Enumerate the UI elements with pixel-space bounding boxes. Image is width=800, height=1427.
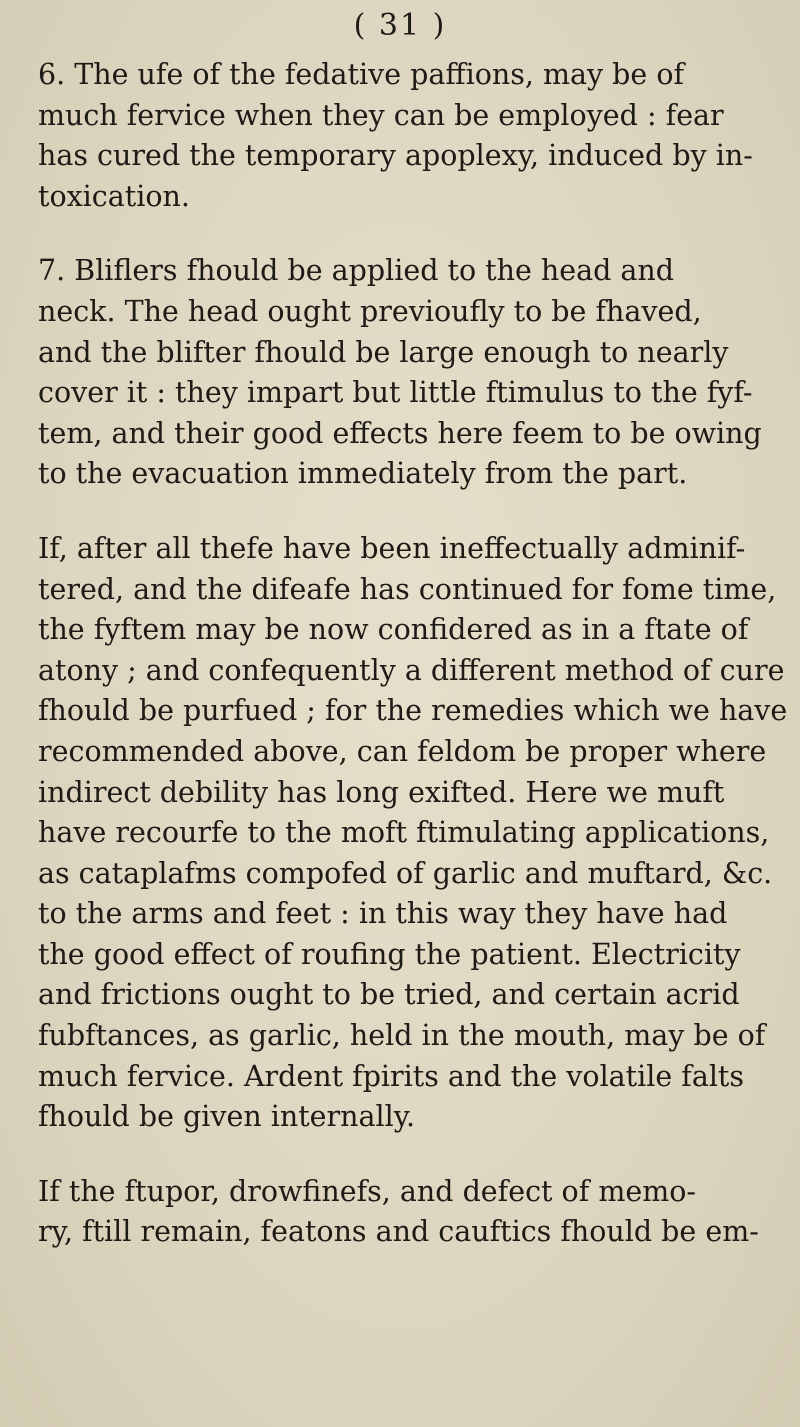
text-line: much fervice. Ardent fpirits and the volatile falts (38, 1059, 745, 1093)
text-line: to the evacuation immediately from the part. (38, 457, 688, 491)
paragraph-if-after (38, 529, 800, 1138)
text-line: 7. Bliflers fhould be applied to the head and (38, 254, 675, 288)
paragraph-if-stupor (38, 1172, 800, 1253)
paragraph-gap (38, 1138, 800, 1172)
text-line: recommended above, can feldom be proper where (38, 734, 767, 768)
text-line: has cured the temporary apoplexy, induced by in- (38, 139, 753, 173)
text-line: If, after all thefe have been ineffectually adminif- (38, 531, 746, 565)
text-line: tered, and the difeafe has continued for fome time, (38, 572, 777, 606)
text-line: neck. The head ought previoufly to be fhaved, (38, 294, 702, 328)
text-line: as cataplafms compofed of garlic and muftard, &c. (38, 856, 773, 890)
paragraph-6 (38, 55, 800, 217)
text-line: the good effect of roufing the patient. Electricity (38, 937, 741, 971)
text-line: fhould be purfued ; for the remedies which we have (38, 694, 788, 728)
text-line: the fyftem may be now confidered as in a ftate of (38, 613, 749, 647)
text-line: fhould be given internally. (38, 1100, 416, 1134)
paragraph-gap (38, 217, 800, 251)
text-line: to the arms and feet : in this way they have had (38, 897, 728, 931)
text-line: ry, ftill remain, featons and cauftics fhould be em- (38, 1215, 759, 1249)
text-line: fubftances, as garlic, held in the mouth, may be of (38, 1019, 766, 1053)
page-number: ( 31 ) (353, 8, 447, 43)
text-line: and the blifter fhould be large enough to nearly (38, 335, 729, 369)
text-line: tem, and their good effects here feem to be owing (38, 416, 762, 450)
text-line: have recourfe to the moft ftimulating applications, (38, 816, 770, 850)
text-line: and frictions ought to be tried, and certain acrid (38, 978, 740, 1012)
text-line: 6. The ufe of the fedative paffions, may be of (38, 58, 685, 91)
paragraph-7 (38, 251, 800, 495)
paragraph-gap (38, 495, 800, 529)
text-line: indirect debility has long exifted. Here we muft (38, 775, 725, 809)
text-line: much fervice when they can be employed : fear (38, 98, 724, 132)
text-line: toxication. (38, 179, 190, 213)
text-line: If the ftupor, drowfinefs, and defect of memo- (38, 1174, 697, 1208)
text-line: cover it : they impart but little ftimulus to the fyf- (38, 376, 753, 410)
text-line: atony ; and confequently a different method of cure (38, 653, 785, 687)
body-text (38, 55, 800, 1253)
